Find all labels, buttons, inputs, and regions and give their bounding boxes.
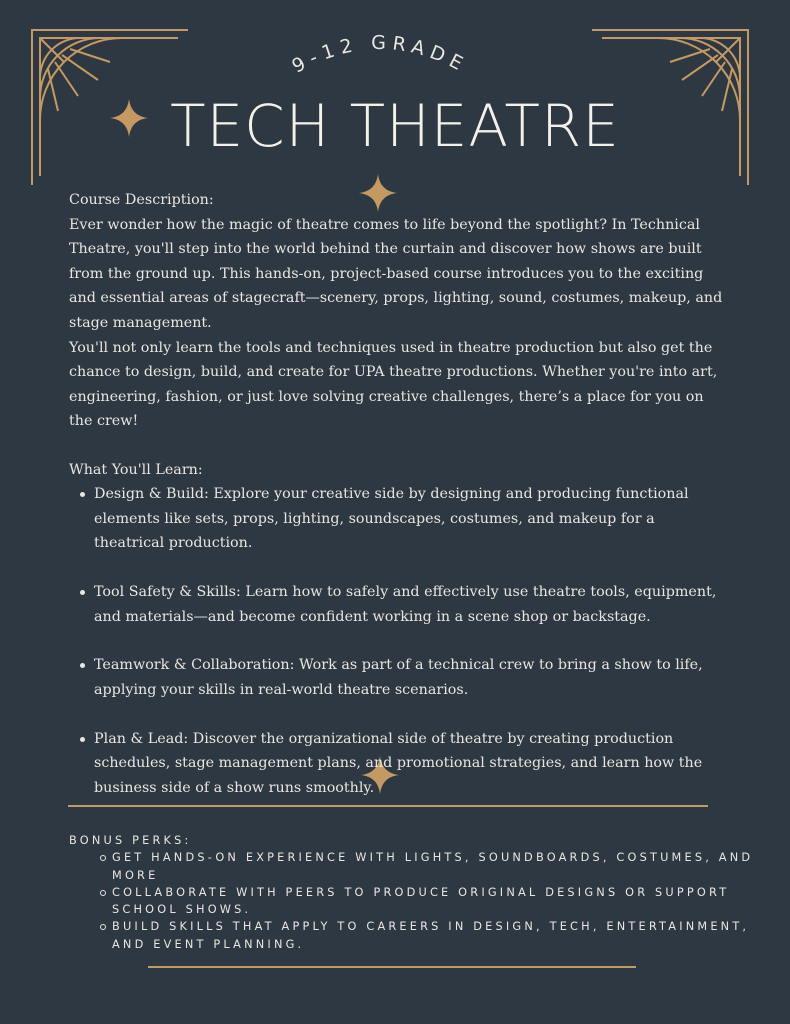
perk-item: GET HANDS-ON EXPERIENCE WITH LIGHTS, SOUNDBOARDS, COSTUMES, AND MORE (112, 849, 759, 884)
divider-bottom (148, 966, 636, 968)
page-title: TECH THEATRE (170, 92, 620, 160)
perk-item: BUILD SKILLS THAT APPLY TO CAREERS IN DESIGN, TECH, ENTERTAINMENT, AND EVENT PLANNING. (112, 918, 759, 953)
course-description (69, 188, 729, 434)
perks-heading: BONUS PERKS: (69, 834, 192, 847)
learn-list (69, 482, 729, 800)
learn-heading: What You'll Learn: (69, 462, 203, 478)
learn-item: Plan & Lead: Discover the organizational side of theatre by creating production schedules, stage management plans, and promotional strategies, and learn how the business side of a show runs smoothly. (94, 727, 729, 800)
perks-list (69, 849, 759, 953)
learn-item: Design & Build: Explore your creative side by designing and producing functional elements like sets, props, lighting, soundscapes, costumes, and makeup for a theatrical production. (94, 482, 729, 555)
description-heading: Course Description: (69, 192, 214, 208)
grade-label-arc (260, 22, 500, 92)
learn-section (69, 458, 729, 824)
grade-label: 9-12 GRADE (288, 31, 472, 78)
description-paragraph-1: Ever wonder how the magic of theatre comes to life beyond the spotlight? In Technical Theatre, you'll step into the world behind the curtain and discover how shows are built from the ground up. This hands-on, project-based course introduces you to the exciting and essential areas of stagecraft—scenery, props, lighting, sound, costumes, makeup, and stage management. (69, 216, 723, 331)
learn-item: Tool Safety & Skills: Learn how to safely and effectively use theatre tools, equipment, and materials—and become confident working in a scene shop or backstage. (94, 580, 729, 629)
svg-text:9-12 GRADE (288, 32, 471, 78)
description-paragraph-2: You'll not only learn the tools and techniques used in theatre production but also get the chance to design, build, and create for UPA theatre productions. Whether you're into art, engineering, fashion, or just love solving creative challenges, there’s a place for you on the crew! (69, 339, 718, 430)
perk-item: COLLABORATE WITH PEERS TO PRODUCE ORIGINAL DESIGNS OR SUPPORT SCHOOL SHOWS. (112, 884, 759, 919)
bonus-perks-section (69, 832, 759, 953)
learn-item: Teamwork & Collaboration: Work as part of a technical crew to bring a show to life, applying your skills in real-world theatre scenarios. (94, 653, 729, 702)
divider-top (68, 805, 708, 807)
